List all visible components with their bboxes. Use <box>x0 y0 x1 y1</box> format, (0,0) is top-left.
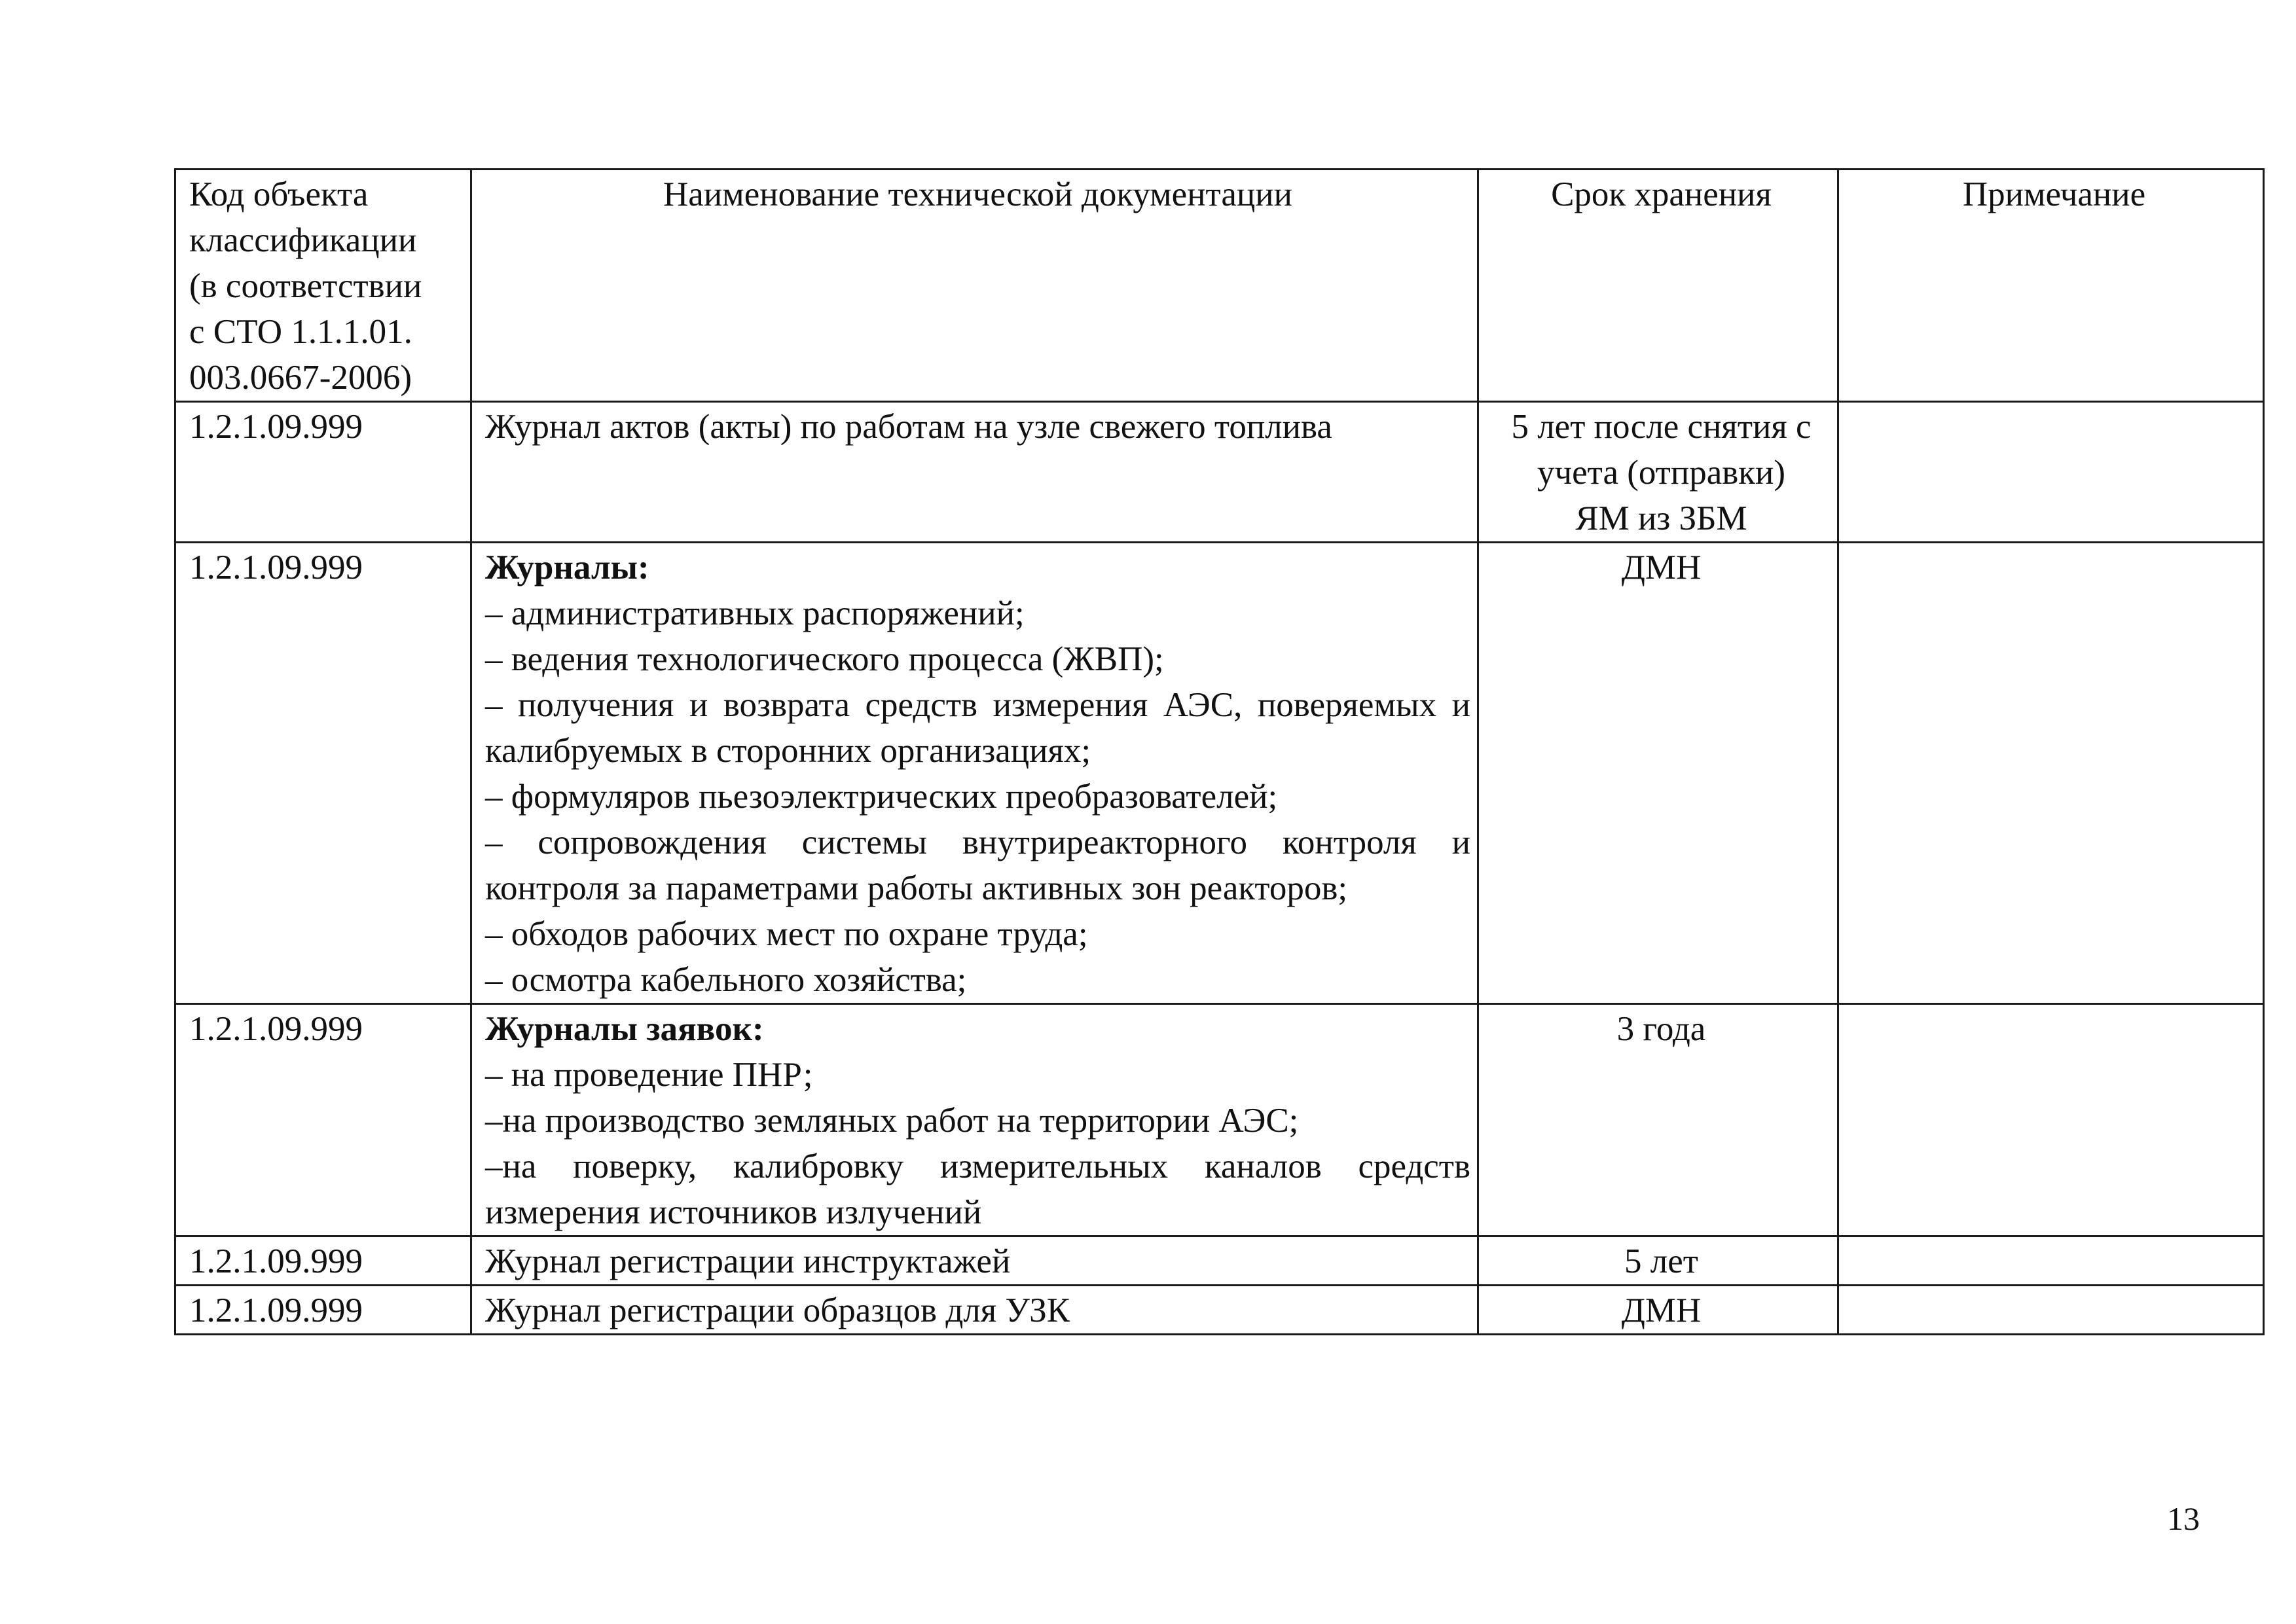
code-cell: 1.2.1.09.999 <box>175 543 471 1004</box>
term-line: учета (отправки) <box>1537 454 1786 492</box>
name-cell <box>471 1004 1478 1236</box>
term-line: 5 лет после снятия с <box>1511 408 1812 446</box>
term-cell <box>1478 402 1838 543</box>
name-title: Журналы заявок: <box>485 1010 764 1048</box>
table-row <box>175 1236 2264 1286</box>
code-cell: 1.2.1.09.999 <box>175 1236 471 1286</box>
name-cell: Журнал актов (акты) по работам на узле свежего топлива <box>471 402 1478 543</box>
name-cell: Журнал регистрации образцов для УЗК <box>471 1286 1478 1335</box>
name-item: –на поверку, калибровку измерительных каналов средств измерения источников излучений <box>485 1147 1470 1231</box>
name-item: – осмотра кабельного хозяйства; <box>485 961 967 999</box>
name-item: – административных распоряжений; <box>485 594 1025 632</box>
table-header-row <box>175 170 2264 402</box>
header-note-cell: Примечание <box>1838 170 2264 402</box>
term-cell: 3 года <box>1478 1004 1838 1236</box>
term-cell: ДМН <box>1478 543 1838 1004</box>
note-cell <box>1838 1004 2264 1236</box>
header-code-line: с СТО 1.1.1.01. <box>189 313 412 351</box>
term-cell: ДМН <box>1478 1286 1838 1335</box>
name-item: – сопровождения системы внутриреакторного контроля и контроля за параметрами работы активных зон реакторов; <box>485 823 1470 907</box>
storage-terms-table <box>174 168 2265 1335</box>
note-cell <box>1838 1236 2264 1286</box>
table-row <box>175 1286 2264 1335</box>
header-code-line: классификации <box>189 221 417 259</box>
table-row <box>175 402 2264 543</box>
table-row <box>175 1004 2264 1236</box>
name-cell <box>471 543 1478 1004</box>
code-cell: 1.2.1.09.999 <box>175 1286 471 1335</box>
header-name-cell: Наименование технической документации <box>471 170 1478 402</box>
note-cell <box>1838 1286 2264 1335</box>
header-term-cell: Срок хранения <box>1478 170 1838 402</box>
name-item: – получения и возврата средств измерения АЭС, поверяемых и калибруемых в сторонних организациях; <box>485 686 1470 770</box>
header-code-line: (в соответствии <box>189 267 422 305</box>
name-title: Журналы: <box>485 549 649 586</box>
code-cell: 1.2.1.09.999 <box>175 402 471 543</box>
name-item: – обходов рабочих мест по охране труда; <box>485 915 1088 953</box>
name-item: –на производство земляных работ на территории АЭС; <box>485 1102 1299 1140</box>
name-item: – ведения технологического процесса (ЖВП); <box>485 640 1164 678</box>
term-cell: 5 лет <box>1478 1236 1838 1286</box>
name-item: – формуляров пьезоэлектрических преобразователей; <box>485 778 1278 816</box>
table-row <box>175 543 2264 1004</box>
header-code-line: 003.0667-2006) <box>189 359 412 397</box>
note-cell <box>1838 402 2264 543</box>
header-code-cell <box>175 170 471 402</box>
header-code-line: Код объекта <box>189 175 369 213</box>
code-cell: 1.2.1.09.999 <box>175 1004 471 1236</box>
term-line: ЯМ из ЗБМ <box>1575 499 1747 537</box>
name-item: – на проведение ПНР; <box>485 1056 813 1094</box>
note-cell <box>1838 543 2264 1004</box>
page-number: 13 <box>2167 1500 2200 1537</box>
name-cell: Журнал регистрации инструктажей <box>471 1236 1478 1286</box>
